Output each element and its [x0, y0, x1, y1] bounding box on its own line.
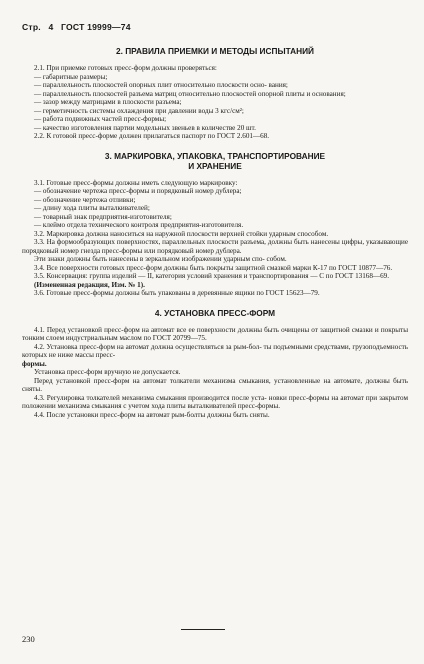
clause-3-5: 3.5. Консервация: группа изделий — II, категория условий хранения и транспортирования — С по ГОСТ 13168—69.: [34, 272, 389, 280]
clause-3-3: 3.3. На формообразующих поверхностях, параллельных плоскости разъема, должны быть нанесены цифры, указывающие порядковый номер гнезда пресс-формы или порядковый номер дублера.: [22, 238, 408, 255]
list-item: — габаритные размеры;: [34, 72, 108, 81]
list-item: — зазор между матрицами в плоскости разъема;: [34, 98, 182, 106]
clause-3-3-note: Эти знаки должны быть нанесены в зеркальном изображении ударным спо- собом.: [34, 255, 287, 263]
clause-4-2-note: Установка пресс-форм вручную не допускается.: [34, 368, 181, 376]
list-item: — длину хода плиты выталкивателей;: [34, 204, 150, 212]
list-item: — работа подвижных частей пресс-формы;: [34, 115, 167, 123]
standard-number: ГОСТ 19999—74: [61, 22, 131, 32]
clause-4-3: 4.3. Регулировка толкателей механизма смыкания производится после уста- новки пресс-формы на автомат при закрытом положении механизма смыкания с учетом хода плиты выталкивателей пресс-формы.: [22, 393, 408, 410]
list-item: — обозначение чертежа отливки;: [34, 195, 136, 204]
clause-4-1: 4.1. Перед установкой пресс-форм на автомат все ее поверхности должны быть очищены от защитной смазки и покрыты тонким слоем индустриальным маслом по ГОСТ 20799—75.: [22, 325, 408, 342]
clause-4-2-end: формы.: [22, 359, 47, 368]
clause-4-4: 4.4. После установки пресс-форм на автомат рым-болты должны быть сняты.: [34, 410, 270, 419]
clause-2-2: 2.2. К готовой пресс-форме должен прилагаться паспорт по ГОСТ 2.601—68.: [34, 132, 270, 140]
clause-4-2-text: Перед установкой пресс-форм на автомат толкатели механизма смыкания, установленные на автомате, должны быть сняты.: [22, 376, 408, 393]
section-3-title-line-2: И ХРАНЕНИЕ: [188, 160, 242, 171]
section-2-title: 2. ПРАВИЛА ПРИЕМКИ И МЕТОДЫ ИСПЫТАНИЙ: [115, 46, 315, 56]
clause-4-2: 4.2. Установка пресс-форм на автомат должна осуществляться за рым-бол- ты подъемными средствами, грузоподъемность которых не ниже массы пресс-: [22, 342, 408, 359]
amendment-note: (Измененная редакция, Изм. № 1).: [34, 280, 145, 289]
list-item: — клеймо отдела технического контроля предприятия-изготовителя.: [34, 221, 244, 229]
list-item: — герметичность системы охлаждения при давлении воды 3 кгс/см²;: [34, 106, 244, 115]
clause-3-1: 3.1. Готовые пресс-формы должны иметь следующую маркировку:: [34, 178, 238, 187]
bottom-rule: [181, 629, 225, 630]
page-no: 4: [48, 22, 54, 32]
list-item: — качество изготовления партии модельных звеньев в количестве 20 шт.: [34, 123, 256, 132]
page-label: Стр.: [22, 22, 41, 32]
clause-2-1: 2.1. При приемке готовых пресс-форм должны проверяться:: [34, 64, 217, 72]
page-number: 230: [22, 634, 35, 644]
list-item: — обозначение чертежа пресс-формы и порядковый номер дублера;: [34, 187, 242, 195]
clause-3-4: 3.4. Все поверхности готовых пресс-форм должны быть покрыты защитной смазкой марки К-17 по ГОСТ 10877—76.: [34, 263, 393, 272]
running-head: [22, 22, 136, 32]
clause-3-2: 3.2. Маркировка должна наноситься на наружной плоскости верхней стойки ударным способом.: [34, 229, 329, 238]
list-item: — параллельность плоскостей опорных плит относительно плоскости осно- вания;: [34, 81, 288, 89]
section-4-title: 4. УСТАНОВКА ПРЕСС-ФОРМ: [154, 307, 276, 318]
clause-3-6: 3.6. Готовые пресс-формы должны быть упакованы в деревянные ящики по ГОСТ 15623—79.: [34, 289, 320, 297]
list-item: — товарный знак предприятия-изготовителя;: [34, 212, 172, 221]
section-3-title-line-1: 3. МАРКИРОВКА, УПАКОВКА, ТРАНСПОРТИРОВАНИЕ: [104, 150, 326, 161]
document-body: [22, 46, 408, 419]
list-item: — параллельность плоскостей разъема матриц относительно плоскостей опорной плиты и основания;: [34, 89, 346, 98]
